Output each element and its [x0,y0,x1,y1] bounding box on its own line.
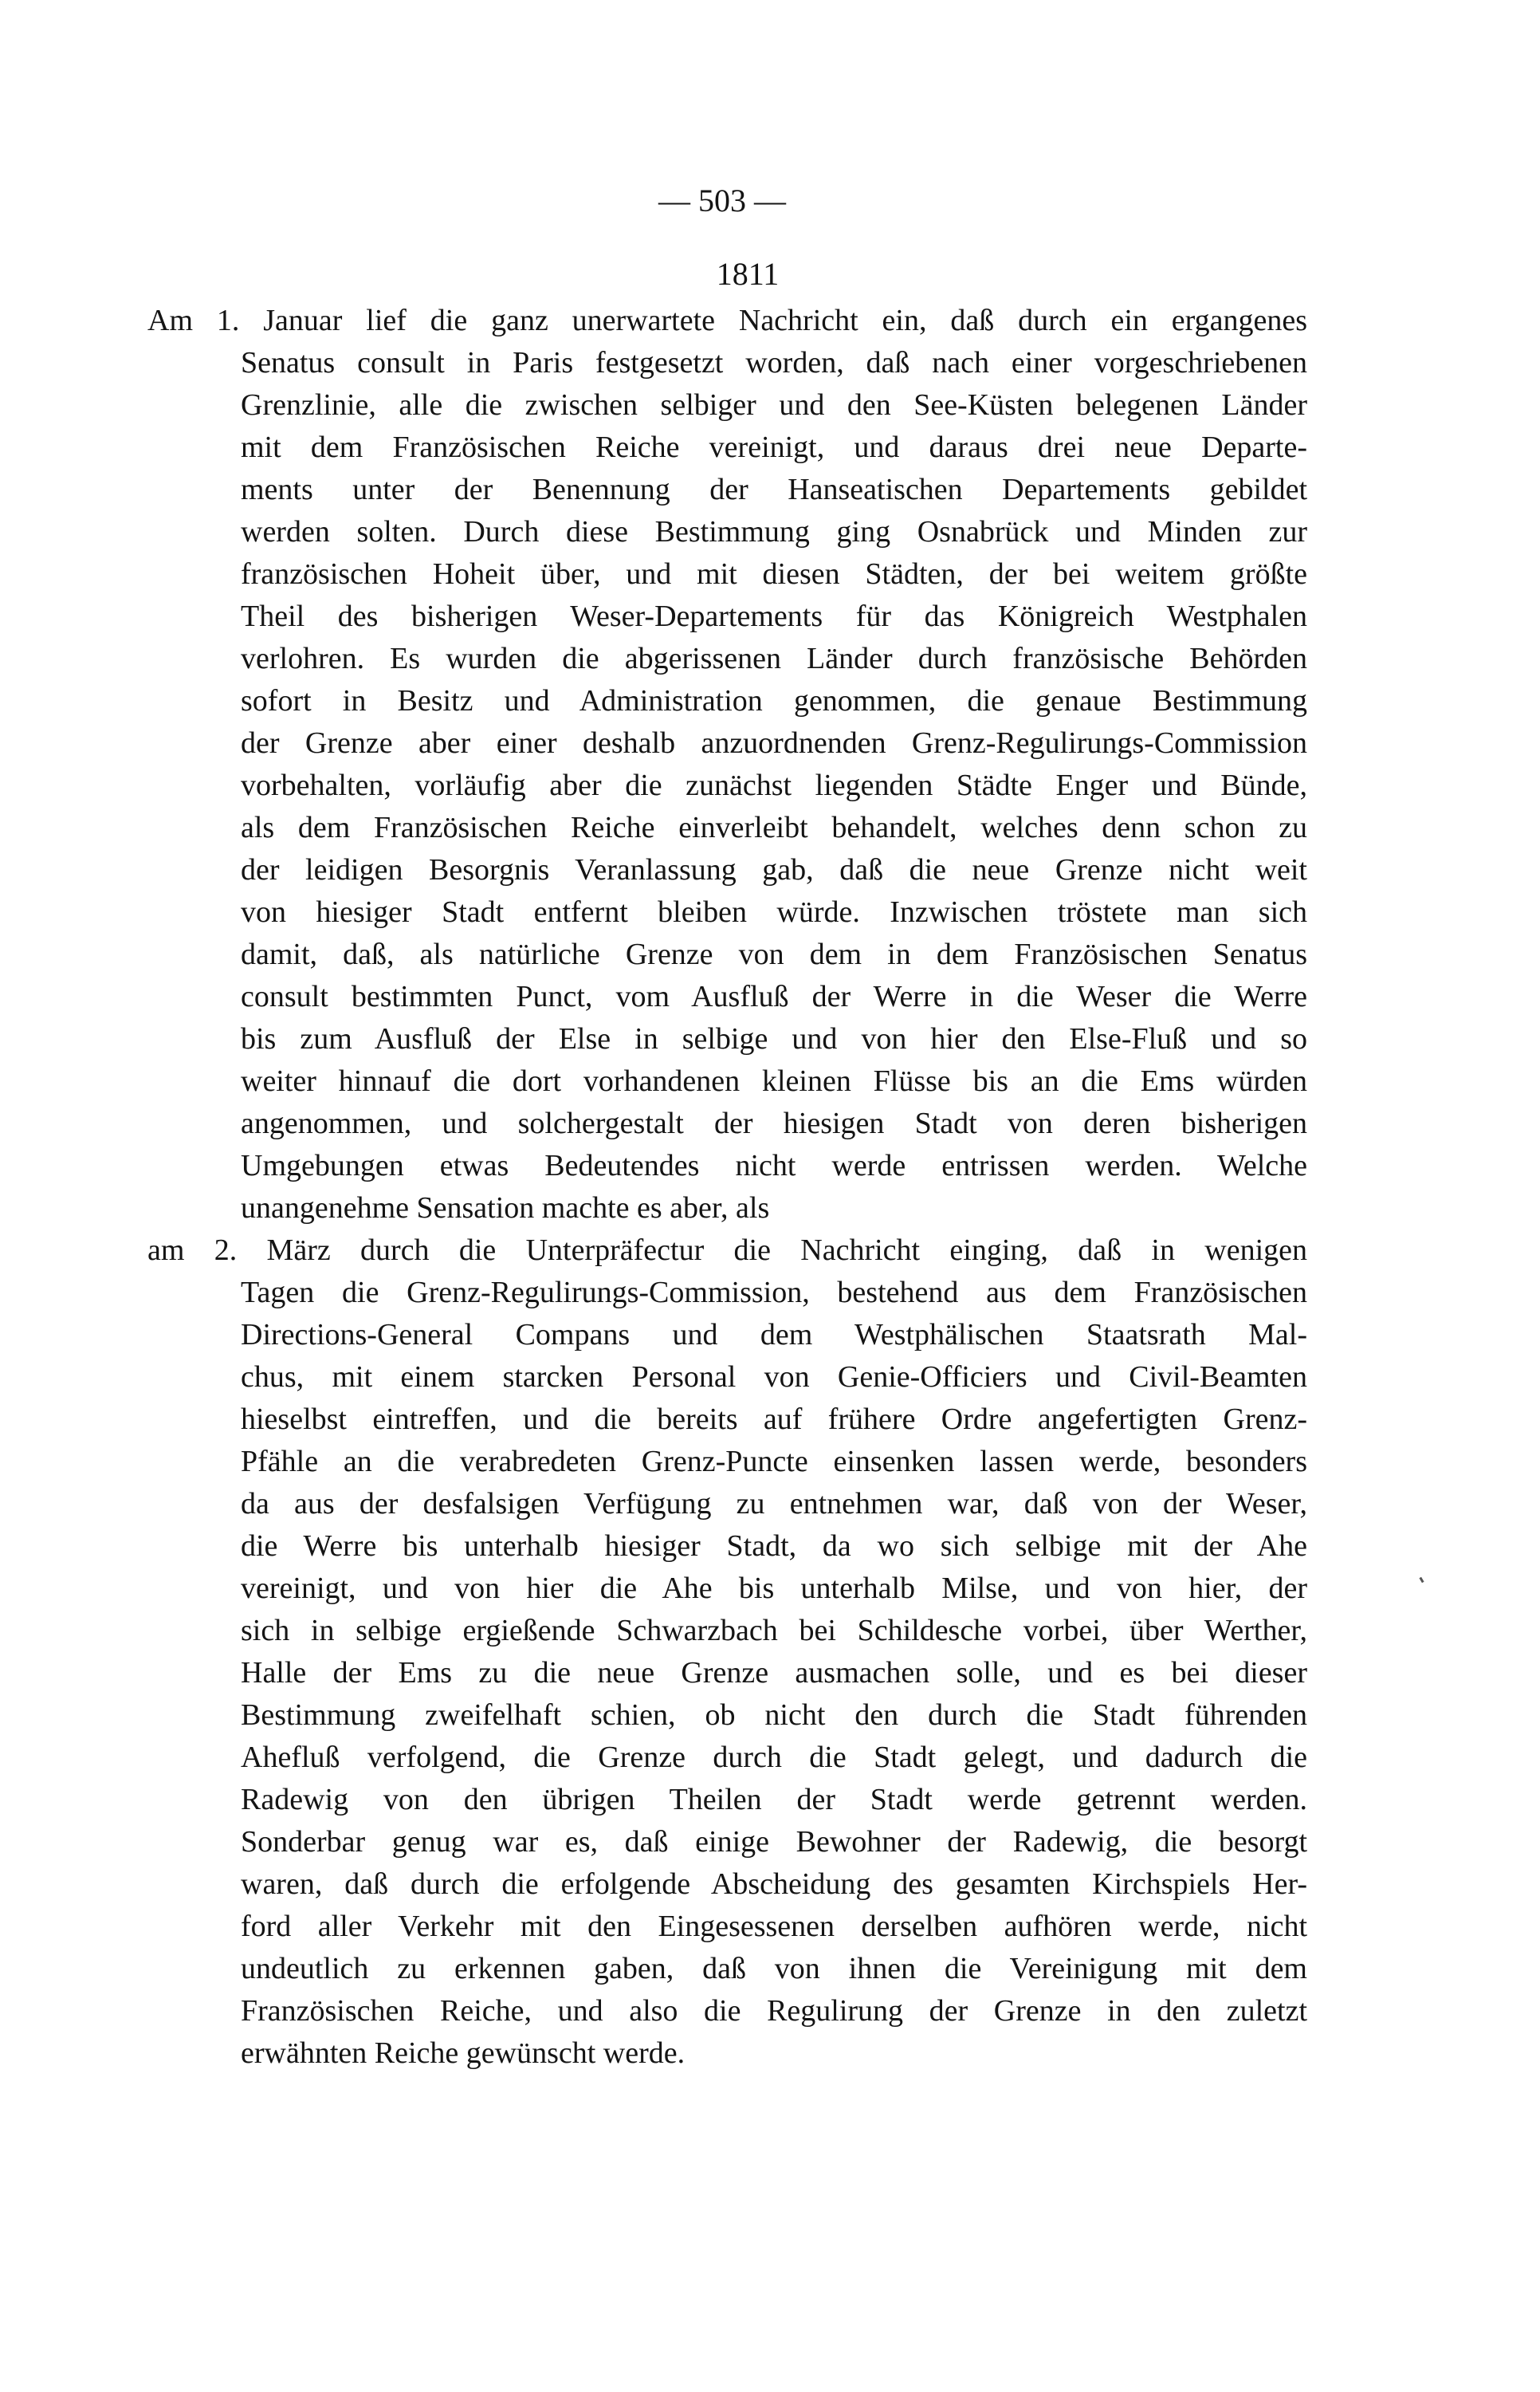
text-line: damit, daß, als natürliche Grenze von dem in dem Französischen Senatus [241,938,1307,971]
text-line: consult bestimmten Punct, vom Ausfluß der Werre in die Weser die Werre [241,980,1307,1013]
text-line: als dem Französischen Reiche einverleibt behandelt, welches denn schon zu [241,811,1307,844]
chronicle-entry [147,300,1307,1229]
text-line: werden solten. Durch diese Bestimmung ging Osnabrück und Minden zur [241,515,1307,549]
text-line: sich in selbige ergießende Schwarzbach bei Schildesche vorbei, über Werther, [241,1614,1307,1647]
text-line: vorbehalten, vorläufig aber die zunächst liegenden Städte Enger und Bünde, [241,769,1307,802]
text-line: Pfähle an die verabredeten Grenz-Puncte einsenken lassen werde, besonders [241,1445,1307,1478]
text-line: mit dem Französischen Reiche vereinigt, und daraus drei neue Departe- [241,431,1307,464]
scan-speck [1419,1577,1424,1584]
text-line: der leidigen Besorgnis Veranlassung gab, daß die neue Grenze nicht weit [241,853,1307,887]
text-line: sofort in Besitz und Administration genommen, die genaue Bestimmung [241,684,1307,718]
text-line: Ahefluß verfolgend, die Grenze durch die Stadt gelegt, und dadurch die [241,1741,1307,1774]
text-line: Umgebungen etwas Bedeutendes nicht werde entrissen werden. Welche [241,1149,1307,1182]
text-line: bis zum Ausfluß der Else in selbige und von hier den Else-Fluß und so [241,1022,1307,1056]
text-line: französischen Hoheit über, und mit diesen Städten, der bei weitem größte [241,557,1307,591]
year-heading: 1811 [716,256,780,292]
text-line: Grenzlinie, alle die zwischen selbiger und den See-Küsten belegenen Länder [241,388,1307,422]
text-line: waren, daß durch die erfolgende Abscheidung des gesamten Kirchspiels Her- [241,1867,1307,1901]
text-line: Halle der Ems zu die neue Grenze ausmachen solle, und es bei dieser [241,1656,1307,1690]
text-line: hieselbst eintreffen, und die bereits auf frühere Ordre angefertigten Grenz- [241,1403,1307,1436]
text-line: Französischen Reiche, und also die Regulirung der Grenze in den zuletzt [241,1994,1307,2028]
page-number: — 503 — [658,183,786,218]
text-line: Senatus consult in Paris festgesetzt worden, daß nach einer vorgeschriebenen [241,346,1307,380]
text-line: erwähnten Reiche gewünscht werde. [241,2036,686,2070]
text-line: Bestimmung zweifelhaft schien, ob nicht den durch die Stadt führenden [241,1698,1307,1732]
entry-first-line: am 2. März durch die Unterpräfectur die Nachricht einging, daß in wenigen [147,1233,1307,1267]
entry-first-line: Am 1. Januar lief die ganz unerwartete Nachricht ein, daß durch ein ergangenes [147,304,1307,337]
text-line: undeutlich zu erkennen gaben, daß von ihnen die Vereinigung mit dem [241,1952,1307,1985]
text-line: der Grenze aber einer deshalb anzuordnenden Grenz-Regulirungs-Commission [241,726,1307,760]
text-line: Tagen die Grenz-Regulirungs-Commission, bestehend aus dem Französischen [241,1276,1307,1309]
text-line: verlohren. Es wurden die abgerissenen Länder durch französische Behörden [241,642,1307,675]
text-line: da aus der desfalsigen Verfügung zu entnehmen war, daß von der Weser, [241,1487,1307,1521]
text-line: unangenehme Sensation machte es aber, als [241,1191,770,1225]
text-line: weiter hinnauf die dort vorhandenen kleinen Flüsse bis an die Ems würden [241,1064,1307,1098]
text-line: ments unter der Benennung der Hanseatischen Departements gebildet [241,473,1307,506]
chronicle-entry [147,1229,1307,2075]
text-line: Sonderbar genug war es, daß einige Bewohner der Radewig, die besorgt [241,1825,1307,1859]
text-line: vereinigt, und von hier die Ahe bis unterhalb Milse, und von hier, der [241,1572,1307,1605]
text-line: Radewig von den übrigen Theilen der Stadt werde getrennt werden. [241,1783,1307,1816]
text-line: von hiesiger Stadt entfernt bleiben würde. Inzwischen tröstete man sich [241,895,1307,929]
chronicle-text [147,300,1307,2075]
text-line: angenommen, und solchergestalt der hiesigen Stadt von deren bisherigen [241,1107,1307,1140]
text-line: ford aller Verkehr mit den Eingesessenen derselben aufhören werde, nicht [241,1910,1307,1943]
text-line: die Werre bis unterhalb hiesiger Stadt, da wo sich selbige mit der Ahe [241,1529,1307,1563]
text-line: chus, mit einem starcken Personal von Genie-Officiers und Civil-Beamten [241,1360,1307,1394]
text-line: Directions-General Compans und dem Westphälischen Staatsrath Mal- [241,1318,1307,1351]
text-line: Theil des bisherigen Weser-Departements für das Königreich Westphalen [241,600,1307,633]
